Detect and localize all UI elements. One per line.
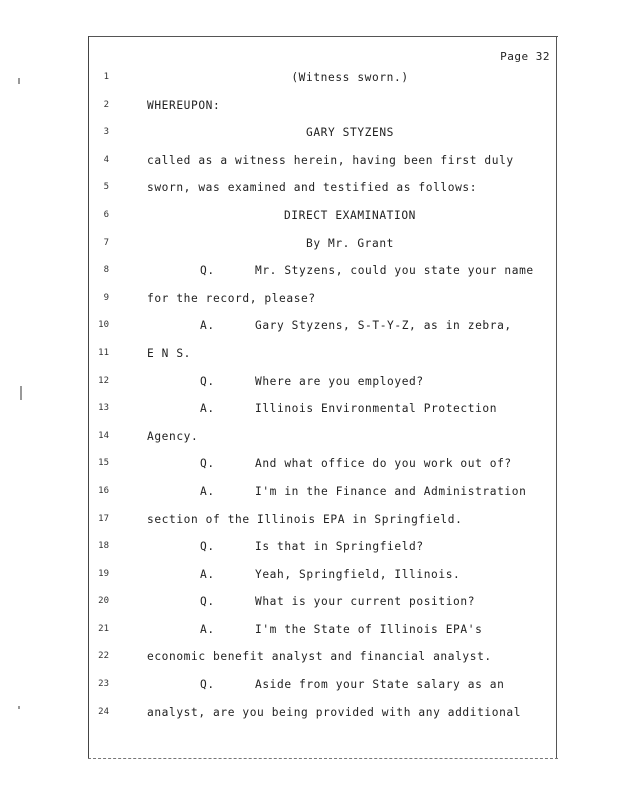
line-number: 10 — [98, 320, 109, 331]
transcript-line — [0, 395, 618, 423]
line-text: E N S. — [147, 346, 192, 360]
transcript-line — [0, 230, 618, 258]
transcript-line — [0, 312, 618, 340]
line-number: 22 — [98, 651, 109, 662]
line-text: I'm in the Finance and Administration — [255, 484, 527, 498]
line-number: 11 — [98, 347, 109, 358]
line-text: Yeah, Springfield, Illinois. — [255, 567, 461, 581]
line-number: 4 — [103, 154, 109, 165]
transcript-line — [0, 561, 618, 589]
page-frame-bottom — [88, 758, 558, 759]
line-text: Agency. — [147, 429, 199, 443]
line-number: 16 — [98, 485, 109, 496]
transcript-line — [0, 147, 618, 175]
line-text: section of the Illinois EPA in Springfield. — [147, 512, 463, 526]
page-frame-top — [88, 36, 558, 37]
line-number: 17 — [98, 513, 109, 524]
centered-heading: GARY STYZENS — [305, 126, 395, 140]
line-text: analyst, are you being provided with any additional — [147, 705, 522, 719]
speaker-tag: Q. — [200, 540, 215, 554]
transcript-line — [0, 174, 618, 202]
transcript-line — [0, 92, 618, 120]
line-text: What is your current position? — [255, 595, 476, 609]
transcript-line — [0, 643, 618, 671]
centered-heading: (Witness sworn.) — [291, 71, 409, 84]
line-text: sworn, was examined and testified as follows: — [147, 181, 478, 195]
speaker-tag: Q. — [200, 457, 215, 471]
line-text: for the record, please? — [147, 291, 316, 305]
scan-speck — [18, 78, 20, 84]
line-number: 14 — [98, 430, 109, 441]
transcript-line — [0, 202, 618, 230]
line-text: Is that in Springfield? — [255, 540, 424, 554]
speaker-tag: A. — [200, 622, 215, 636]
line-text: Gary Styzens, S-T-Y-Z, as in zebra, — [255, 319, 512, 333]
line-number: 3 — [103, 127, 109, 138]
line-number: 1 — [103, 72, 109, 82]
line-number: 5 — [103, 182, 109, 193]
line-text: economic benefit analyst and financial analyst. — [147, 650, 492, 664]
line-number: 12 — [98, 375, 109, 386]
line-text: Illinois Environmental Protection — [255, 402, 498, 416]
page-number: Page 32 — [500, 50, 550, 63]
line-text: WHEREUPON: — [147, 98, 221, 112]
speaker-tag: A. — [200, 402, 215, 416]
transcript-line — [0, 533, 618, 561]
transcript-line — [0, 478, 618, 506]
line-number: 24 — [98, 706, 109, 717]
line-number: 21 — [98, 623, 109, 634]
transcript-line — [0, 671, 618, 699]
scan-speck — [18, 706, 20, 709]
line-number: 7 — [103, 237, 109, 248]
transcript-line — [0, 423, 618, 451]
centered-heading: By Mr. Grant — [305, 236, 395, 250]
line-number: 23 — [98, 679, 109, 690]
transcript-line — [0, 64, 618, 92]
line-number: 18 — [98, 541, 109, 552]
speaker-tag: A. — [200, 484, 215, 498]
line-text: Where are you employed? — [255, 374, 424, 388]
line-number: 6 — [103, 209, 109, 220]
line-number: 20 — [98, 596, 109, 607]
line-text: And what office do you work out of? — [255, 457, 512, 471]
speaker-tag: Q. — [200, 264, 215, 278]
transcript-line — [0, 257, 618, 285]
scan-speck — [20, 386, 22, 400]
line-number: 9 — [103, 292, 109, 303]
transcript-line — [0, 340, 618, 368]
speaker-tag: Q. — [200, 374, 215, 388]
speaker-tag: A. — [200, 319, 215, 333]
speaker-tag: Q. — [200, 595, 215, 609]
line-number: 15 — [98, 458, 109, 469]
centered-heading: DIRECT EXAMINATION — [283, 208, 417, 222]
line-number: 2 — [103, 99, 109, 110]
transcript-body — [0, 64, 618, 726]
line-text: called as a witness herein, having been first duly — [147, 153, 514, 167]
transcript-line — [0, 699, 618, 727]
speaker-tag: A. — [200, 567, 215, 581]
line-text: Aside from your State salary as an — [255, 678, 505, 692]
transcript-line — [0, 506, 618, 534]
transcript-line — [0, 616, 618, 644]
transcript-line — [0, 368, 618, 396]
transcript-line — [0, 588, 618, 616]
transcript-line — [0, 119, 618, 147]
speaker-tag: Q. — [200, 678, 215, 692]
line-text: Mr. Styzens, could you state your name — [255, 264, 534, 278]
line-number: 19 — [98, 568, 109, 579]
line-number: 13 — [98, 403, 109, 414]
line-number: 8 — [103, 265, 109, 276]
transcript-line — [0, 285, 618, 313]
transcript-line — [0, 450, 618, 478]
line-text: I'm the State of Illinois EPA's — [255, 622, 483, 636]
